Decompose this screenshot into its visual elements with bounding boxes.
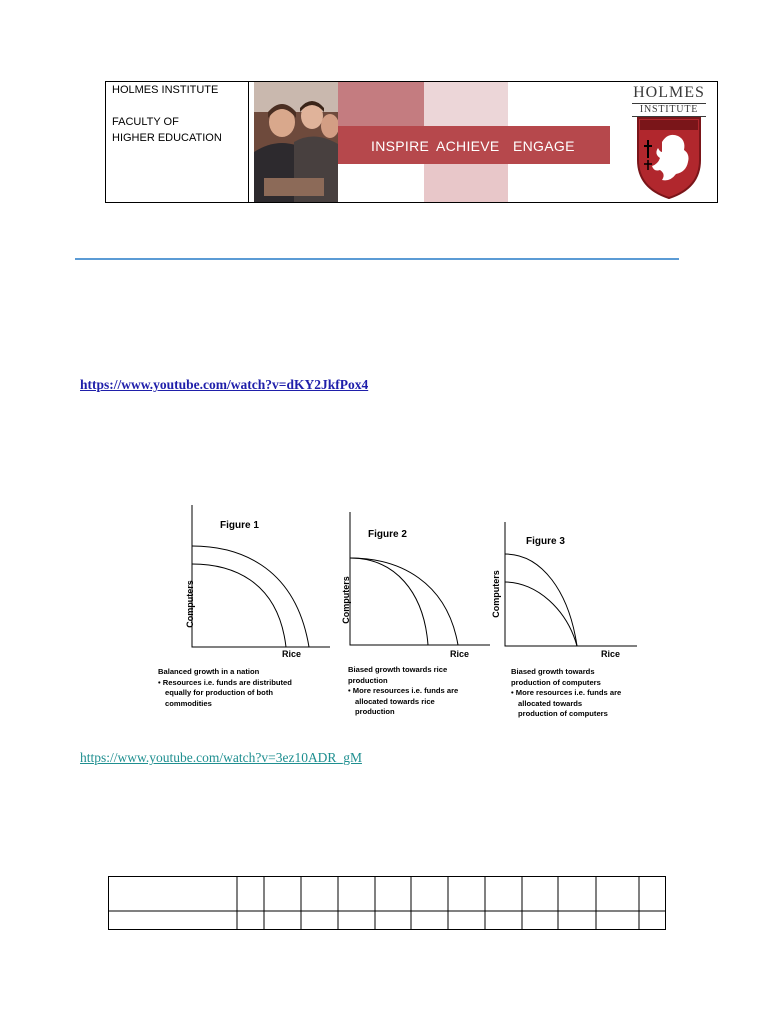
- banner-word-engage: ENGAGE: [513, 138, 575, 154]
- institute-name: HOLMES INSTITUTE: [112, 84, 219, 96]
- empty-table: [108, 876, 666, 930]
- figure-2-caption-line: allocated towards rice: [355, 696, 435, 706]
- figure-1-plot: [180, 505, 330, 655]
- griffin-shield-icon: [636, 116, 702, 200]
- figure-2-caption-line: • More resources i.e. funds are: [348, 686, 459, 695]
- students-photo: [254, 82, 338, 202]
- figure-1-caption-line: Balanced growth in a nation: [158, 667, 260, 676]
- figure-1-caption-line: equally for production of both: [165, 688, 273, 697]
- figure-2-caption-line: Biased growth towards rice: [348, 665, 448, 674]
- youtube-link-2[interactable]: https://www.youtube.com/watch?v=3ez10ADR_gM: [80, 750, 362, 765]
- figure-2-title: Figure 2: [368, 529, 407, 540]
- figure-3-y-label: Computers: [491, 570, 501, 618]
- figure-1-caption-line: • Resources i.e. funds are distributed: [158, 677, 292, 687]
- figure-3-title: Figure 3: [526, 536, 565, 547]
- figure-1-y-label: Computers: [185, 580, 195, 628]
- header-divider: [248, 81, 249, 203]
- figure-3-caption-line: production of computers: [511, 677, 601, 687]
- faculty-line: FACULTY OF: [112, 116, 179, 128]
- figure-3-caption-line: allocated towards: [518, 698, 583, 708]
- section-divider: [75, 258, 679, 260]
- logo-title: HOLMES: [633, 84, 705, 101]
- figure-3-caption-line: • More resources i.e. funds are: [511, 688, 622, 697]
- figure-2-plot: [340, 512, 490, 652]
- figure-3-caption-line: production of computers: [518, 709, 608, 718]
- header-banner: [254, 82, 610, 202]
- figure-2-y-label: Computers: [341, 576, 351, 624]
- figure-3-x-label: Rice: [601, 649, 621, 659]
- youtube-link-1[interactable]: https://www.youtube.com/watch?v=dKY2JkfPox4: [80, 377, 369, 392]
- banner-word-achieve: ACHIEVE: [436, 138, 500, 154]
- figure-3-caption-line: Biased growth towards: [511, 667, 595, 676]
- figure-2-caption-line: production: [355, 707, 395, 716]
- figure-1-title: Figure 1: [220, 520, 259, 531]
- banner-block: [424, 82, 508, 128]
- logo-subtitle: INSTITUTE: [632, 103, 706, 117]
- banner-word-inspire: INSPIRE: [371, 138, 430, 154]
- figure-2-x-label: Rice: [450, 649, 470, 659]
- banner-block: [424, 164, 508, 202]
- faculty-line-2: HIGHER EDUCATION: [112, 132, 222, 144]
- figure-1-x-label: Rice: [282, 649, 302, 659]
- banner-block: [336, 82, 424, 128]
- figure-3-plot: [497, 522, 637, 652]
- figure-2-caption-line: production: [348, 675, 388, 685]
- figure-1-caption-line: commodities: [165, 698, 212, 708]
